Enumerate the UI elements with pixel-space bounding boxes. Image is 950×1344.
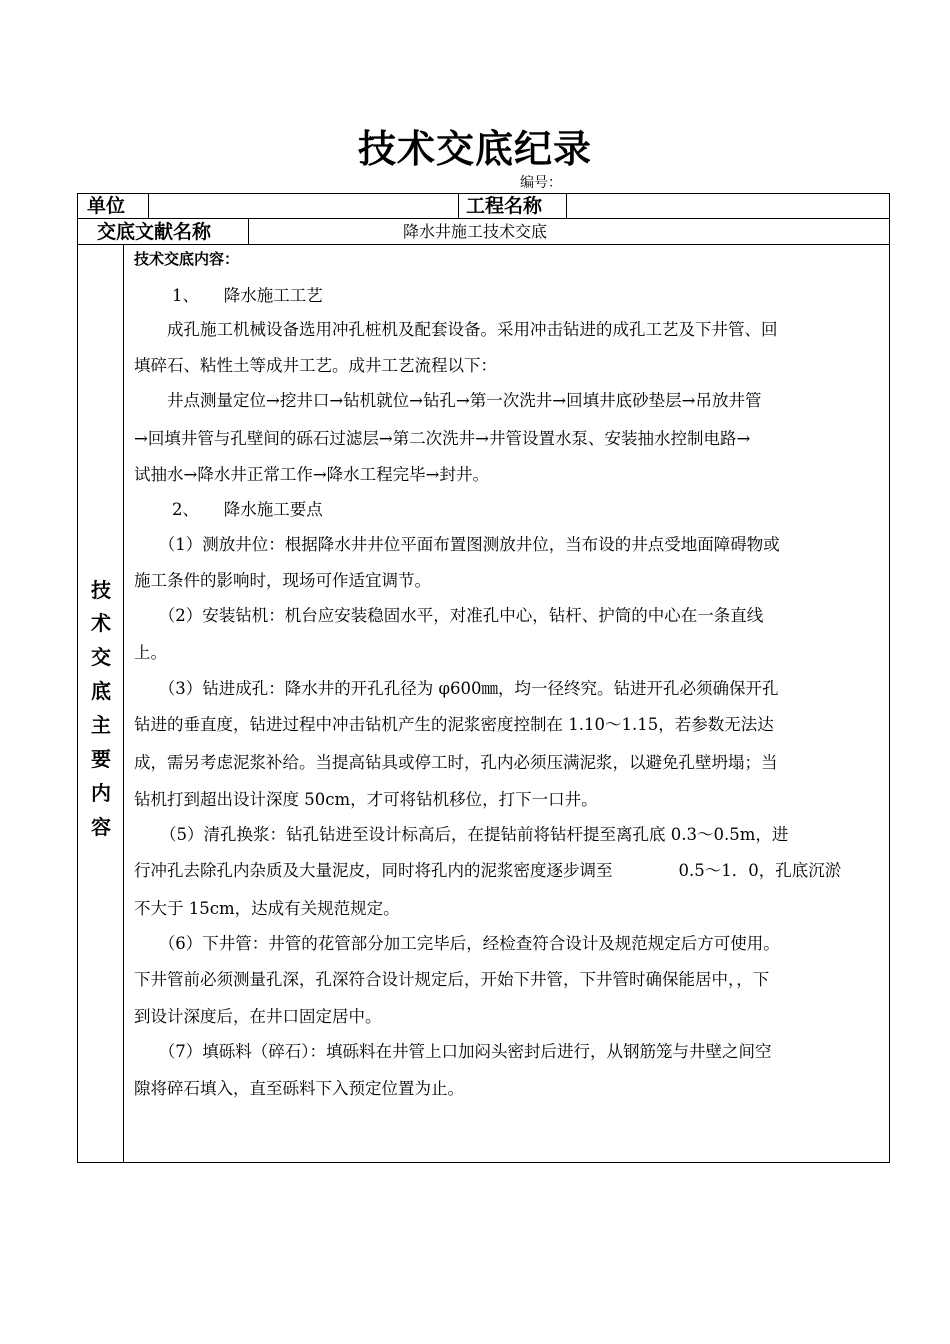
column-divider [566,193,567,218]
body-line: （6）下井管：井管的花管部分加工完毕后，经检查符合设计及规范规定后方可使用。 [134,934,780,953]
side-label-char: 交 [91,645,111,669]
side-label-char: 内 [91,781,111,805]
unit-label: 单位 [87,195,126,217]
body-line: 成孔施工机械设备选用冲孔桩机及配套设备。采用冲击钻进的成孔工艺及下井管、回 [134,320,778,339]
body-line: 施工条件的影响时，现场可作适宜调节。 [134,571,431,590]
project-name-label: 工程名称 [466,195,543,217]
column-divider [458,193,459,218]
body-line: （7）填砾料（碎石）：填砾料在井管上口加闷头密封后进行，从钢筋笼与井壁之间空 [134,1042,772,1061]
document-name-value: 降水井施工技术交底 [403,222,548,241]
side-label-char: 主 [91,713,111,737]
body-line: （2）安装钻机：机台应安装稳固水平，对准孔中心，钻杆、护筒的中心在一条直线 [134,606,764,625]
serial-number-label: 编号： [520,175,562,191]
body-line: 到设计深度后，在井口固定居中。 [134,1007,382,1026]
body-line: 试抽水→降水井正常工作→降水工程完毕→封井。 [134,465,489,484]
side-label-char: 容 [91,815,111,839]
row-divider [77,244,890,245]
body-line: 2、 降水施工要点 [172,500,323,519]
column-divider [248,218,249,244]
body-line: 填碎石、粘性土等成井工艺。成井工艺流程以下： [134,356,497,375]
document-name-label: 交底文献名称 [97,221,212,243]
page-title: 技术交底纪录 [357,127,592,171]
row-divider [77,218,890,219]
body-line: （5）清孔换浆：钻孔钻进至设计标高后，在提钻前将钻杆提至离孔底 0.3～0.5m，进 [160,825,789,844]
body-line: 钻进的垂直度，钻进过程中冲击钻机产生的泥浆密度控制在 1.10～1.15，若参数无法达 [134,715,774,734]
body-line: 上。 [134,643,167,662]
column-divider [123,244,124,1163]
body-line: 成，需另考虑泥浆补给。当提高钻具或停工时，孔内必须压满泥浆，以避免孔壁坍塌；当 [134,753,778,772]
body-line: 1、 降水施工工艺 [172,286,323,305]
side-label-char: 底 [91,679,111,703]
content-heading: 技术交底内容： [134,250,240,268]
side-label-char: 技 [91,578,111,602]
body-line: 行冲孔去除孔内杂质及大量泥皮，同时将孔内的泥浆密度逐步调至 0.5～1．0，孔底沉淤 [134,861,842,880]
body-line: 井点测量定位→挖井口→钻机就位→钻孔→第一次洗井→回填井底砂垫层→吊放井管 [134,391,762,410]
body-line: 不大于 15cm，达成有关规范规定。 [134,899,400,918]
body-line: （3）钻进成孔：降水井的开孔孔径为 φ600㎜，均一径终究。钻进开孔必须确保开孔 [134,679,779,698]
column-divider [148,193,149,218]
side-label-char: 要 [91,747,111,771]
body-line: 下井管前必须测量孔深，孔深符合设计规定后，开始下井管，下井管时确保能居中，，下 [134,970,770,989]
side-label-char: 术 [91,611,111,635]
body-line: →回填井管与孔壁间的砾石过滤层→第二次洗井→井管设置水泵、安装抽水控制电路→ [134,429,751,448]
body-line: 隙将碎石填入，直至砾料下入预定位置为止。 [134,1079,464,1098]
body-line: 钻机打到超出设计深度 50cm，才可将钻机移位，打下一口井。 [134,790,598,809]
body-line: （1）测放井位：根据降水井井位平面布置图测放井位，当布设的井点受地面障碍物或 [134,535,780,554]
